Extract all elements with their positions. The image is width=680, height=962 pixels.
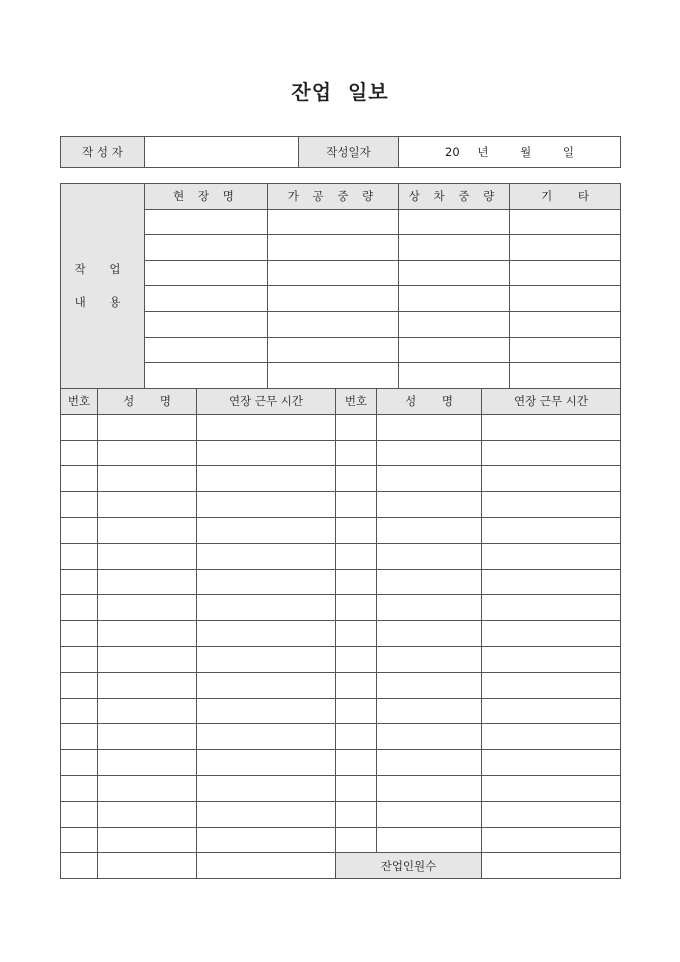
staff-cell[interactable] xyxy=(336,621,377,647)
date-month-unit: 월 xyxy=(520,145,532,159)
staff-cell[interactable] xyxy=(482,827,621,853)
date-label: 작성일자 xyxy=(299,137,399,168)
work-row xyxy=(61,209,621,235)
staff-cell[interactable] xyxy=(377,801,482,827)
staff-cell[interactable] xyxy=(61,621,98,647)
work-content-label: 작 업 내 용 xyxy=(61,184,145,389)
staff-row xyxy=(61,672,621,698)
staff-cell[interactable] xyxy=(377,646,482,672)
staff-total-row xyxy=(61,853,621,879)
staff-cell[interactable] xyxy=(98,466,197,492)
staff-cell[interactable] xyxy=(377,775,482,801)
staff-cell[interactable] xyxy=(377,466,482,492)
work-cell[interactable] xyxy=(268,209,399,235)
work-cell[interactable] xyxy=(145,311,268,337)
date-year: 20 xyxy=(445,145,460,159)
overtime-headcount-field[interactable] xyxy=(482,853,621,879)
work-row xyxy=(61,337,621,363)
col-name-left: 성 명 xyxy=(98,389,197,415)
staff-cell[interactable] xyxy=(482,775,621,801)
staff-cell[interactable] xyxy=(482,492,621,518)
staff-cell[interactable] xyxy=(377,827,482,853)
work-row xyxy=(61,363,621,389)
staff-cell[interactable] xyxy=(336,827,377,853)
staff-row xyxy=(61,750,621,776)
staff-cell[interactable] xyxy=(98,853,197,879)
staff-cell[interactable] xyxy=(482,621,621,647)
staff-cell[interactable] xyxy=(197,853,336,879)
staff-cell[interactable] xyxy=(377,492,482,518)
staff-cell[interactable] xyxy=(61,466,98,492)
staff-cell[interactable] xyxy=(336,646,377,672)
author-label: 작 성 자 xyxy=(61,137,145,168)
work-cell[interactable] xyxy=(145,260,268,286)
staff-cell[interactable] xyxy=(377,569,482,595)
work-cell[interactable] xyxy=(268,260,399,286)
staff-cell[interactable] xyxy=(377,517,482,543)
staff-cell[interactable] xyxy=(61,414,98,440)
work-cell[interactable] xyxy=(399,209,510,235)
staff-cell[interactable] xyxy=(98,543,197,569)
work-cell[interactable] xyxy=(399,363,510,389)
work-cell[interactable] xyxy=(145,363,268,389)
staff-cell[interactable] xyxy=(197,595,336,621)
staff-row xyxy=(61,595,621,621)
staff-row xyxy=(61,492,621,518)
staff-cell[interactable] xyxy=(377,414,482,440)
staff-cell[interactable] xyxy=(61,517,98,543)
work-cell[interactable] xyxy=(268,363,399,389)
staff-cell[interactable] xyxy=(61,492,98,518)
staff-cell[interactable] xyxy=(336,414,377,440)
staff-cell[interactable] xyxy=(61,440,98,466)
staff-cell[interactable] xyxy=(482,466,621,492)
staff-cell[interactable] xyxy=(336,698,377,724)
staff-row xyxy=(61,440,621,466)
staff-cell[interactable] xyxy=(61,543,98,569)
staff-cell[interactable] xyxy=(336,775,377,801)
staff-cell[interactable] xyxy=(336,543,377,569)
staff-row xyxy=(61,543,621,569)
work-cell[interactable] xyxy=(510,235,621,261)
staff-cell[interactable] xyxy=(377,440,482,466)
staff-cell[interactable] xyxy=(482,569,621,595)
date-field[interactable] xyxy=(399,137,621,168)
staff-cell[interactable] xyxy=(98,621,197,647)
work-cell[interactable] xyxy=(510,311,621,337)
page-title: 잔업 일보 xyxy=(291,80,389,104)
staff-cell[interactable] xyxy=(61,569,98,595)
staff-row xyxy=(61,724,621,750)
staff-cell[interactable] xyxy=(377,672,482,698)
staff-cell[interactable] xyxy=(336,466,377,492)
staff-overtime-table xyxy=(60,388,621,879)
author-field[interactable] xyxy=(145,137,299,168)
staff-cell[interactable] xyxy=(377,621,482,647)
staff-cell[interactable] xyxy=(482,440,621,466)
work-row xyxy=(61,235,621,261)
staff-cell[interactable] xyxy=(61,853,98,879)
staff-cell[interactable] xyxy=(98,698,197,724)
staff-cell[interactable] xyxy=(336,724,377,750)
work-cell[interactable] xyxy=(268,337,399,363)
staff-cell[interactable] xyxy=(61,595,98,621)
staff-cell[interactable] xyxy=(377,698,482,724)
staff-row xyxy=(61,466,621,492)
staff-cell[interactable] xyxy=(197,466,336,492)
overtime-headcount-label: 잔업인원수 xyxy=(336,853,482,879)
staff-cell[interactable] xyxy=(482,517,621,543)
staff-cell[interactable] xyxy=(197,492,336,518)
staff-cell[interactable] xyxy=(197,698,336,724)
work-cell[interactable] xyxy=(510,337,621,363)
staff-cell[interactable] xyxy=(98,569,197,595)
staff-cell[interactable] xyxy=(197,646,336,672)
work-cell[interactable] xyxy=(399,311,510,337)
col-number-right: 번호 xyxy=(336,389,377,415)
work-cell[interactable] xyxy=(510,209,621,235)
staff-cell[interactable] xyxy=(336,492,377,518)
staff-cell[interactable] xyxy=(98,672,197,698)
work-cell[interactable] xyxy=(145,286,268,312)
staff-cell[interactable] xyxy=(98,517,197,543)
staff-cell[interactable] xyxy=(98,750,197,776)
staff-cell[interactable] xyxy=(98,827,197,853)
staff-cell[interactable] xyxy=(61,698,98,724)
date-day-unit: 일 xyxy=(562,145,574,159)
staff-cell[interactable] xyxy=(197,724,336,750)
staff-cell[interactable] xyxy=(336,569,377,595)
staff-cell[interactable] xyxy=(61,646,98,672)
staff-row xyxy=(61,698,621,724)
staff-cell[interactable] xyxy=(197,827,336,853)
work-cell[interactable] xyxy=(399,337,510,363)
staff-cell[interactable] xyxy=(336,750,377,776)
staff-cell[interactable] xyxy=(61,775,98,801)
staff-cell[interactable] xyxy=(197,440,336,466)
staff-cell[interactable] xyxy=(377,543,482,569)
col-processing-weight: 가 공 중 량 xyxy=(268,184,399,210)
staff-row xyxy=(61,621,621,647)
staff-cell[interactable] xyxy=(482,724,621,750)
staff-cell[interactable] xyxy=(197,569,336,595)
staff-row xyxy=(61,775,621,801)
staff-cell[interactable] xyxy=(336,517,377,543)
col-number-left: 번호 xyxy=(61,389,98,415)
col-etc: 기 타 xyxy=(510,184,621,210)
staff-row xyxy=(61,569,621,595)
work-cell[interactable] xyxy=(510,260,621,286)
staff-cell[interactable] xyxy=(197,621,336,647)
staff-cell[interactable] xyxy=(377,595,482,621)
work-cell[interactable] xyxy=(399,286,510,312)
work-cell[interactable] xyxy=(268,235,399,261)
staff-cell[interactable] xyxy=(61,724,98,750)
staff-cell[interactable] xyxy=(61,801,98,827)
work-row xyxy=(61,311,621,337)
staff-cell[interactable] xyxy=(197,517,336,543)
staff-cell[interactable] xyxy=(98,724,197,750)
work-cell[interactable] xyxy=(399,235,510,261)
staff-cell[interactable] xyxy=(336,801,377,827)
col-overtime-left: 연장 근무 시간 xyxy=(197,389,336,415)
staff-cell[interactable] xyxy=(482,698,621,724)
staff-row xyxy=(61,414,621,440)
work-cell[interactable] xyxy=(145,209,268,235)
col-loading-weight: 상 차 중 량 xyxy=(399,184,510,210)
work-content-table xyxy=(60,183,621,389)
staff-row xyxy=(61,827,621,853)
work-cell[interactable] xyxy=(268,286,399,312)
staff-cell[interactable] xyxy=(482,672,621,698)
staff-cell[interactable] xyxy=(98,801,197,827)
staff-row xyxy=(61,517,621,543)
staff-cell[interactable] xyxy=(482,750,621,776)
col-overtime-right: 연장 근무 시간 xyxy=(482,389,621,415)
staff-cell[interactable] xyxy=(482,414,621,440)
header-table xyxy=(60,136,621,168)
work-cell[interactable] xyxy=(145,337,268,363)
staff-cell[interactable] xyxy=(197,750,336,776)
work-row xyxy=(61,286,621,312)
staff-cell[interactable] xyxy=(482,543,621,569)
staff-cell[interactable] xyxy=(98,440,197,466)
staff-cell[interactable] xyxy=(336,440,377,466)
staff-cell[interactable] xyxy=(336,672,377,698)
staff-cell[interactable] xyxy=(98,414,197,440)
work-cell[interactable] xyxy=(268,311,399,337)
staff-cell[interactable] xyxy=(61,750,98,776)
staff-cell[interactable] xyxy=(98,646,197,672)
staff-cell[interactable] xyxy=(98,775,197,801)
work-row xyxy=(61,260,621,286)
work-cell[interactable] xyxy=(510,286,621,312)
staff-cell[interactable] xyxy=(377,724,482,750)
staff-cell[interactable] xyxy=(197,543,336,569)
col-site-name: 현 장 명 xyxy=(145,184,268,210)
staff-cell[interactable] xyxy=(98,595,197,621)
staff-cell[interactable] xyxy=(197,775,336,801)
work-cell[interactable] xyxy=(510,363,621,389)
staff-cell[interactable] xyxy=(377,750,482,776)
staff-cell[interactable] xyxy=(61,827,98,853)
staff-row xyxy=(61,801,621,827)
staff-cell[interactable] xyxy=(482,595,621,621)
work-cell[interactable] xyxy=(399,260,510,286)
work-cell[interactable] xyxy=(145,235,268,261)
staff-cell[interactable] xyxy=(61,672,98,698)
staff-cell[interactable] xyxy=(98,492,197,518)
date-year-unit: 년 xyxy=(477,145,489,159)
staff-cell[interactable] xyxy=(197,801,336,827)
staff-cell[interactable] xyxy=(197,414,336,440)
staff-cell[interactable] xyxy=(336,595,377,621)
staff-row xyxy=(61,646,621,672)
col-name-right: 성 명 xyxy=(377,389,482,415)
staff-cell[interactable] xyxy=(197,672,336,698)
staff-cell[interactable] xyxy=(482,646,621,672)
staff-cell[interactable] xyxy=(482,801,621,827)
